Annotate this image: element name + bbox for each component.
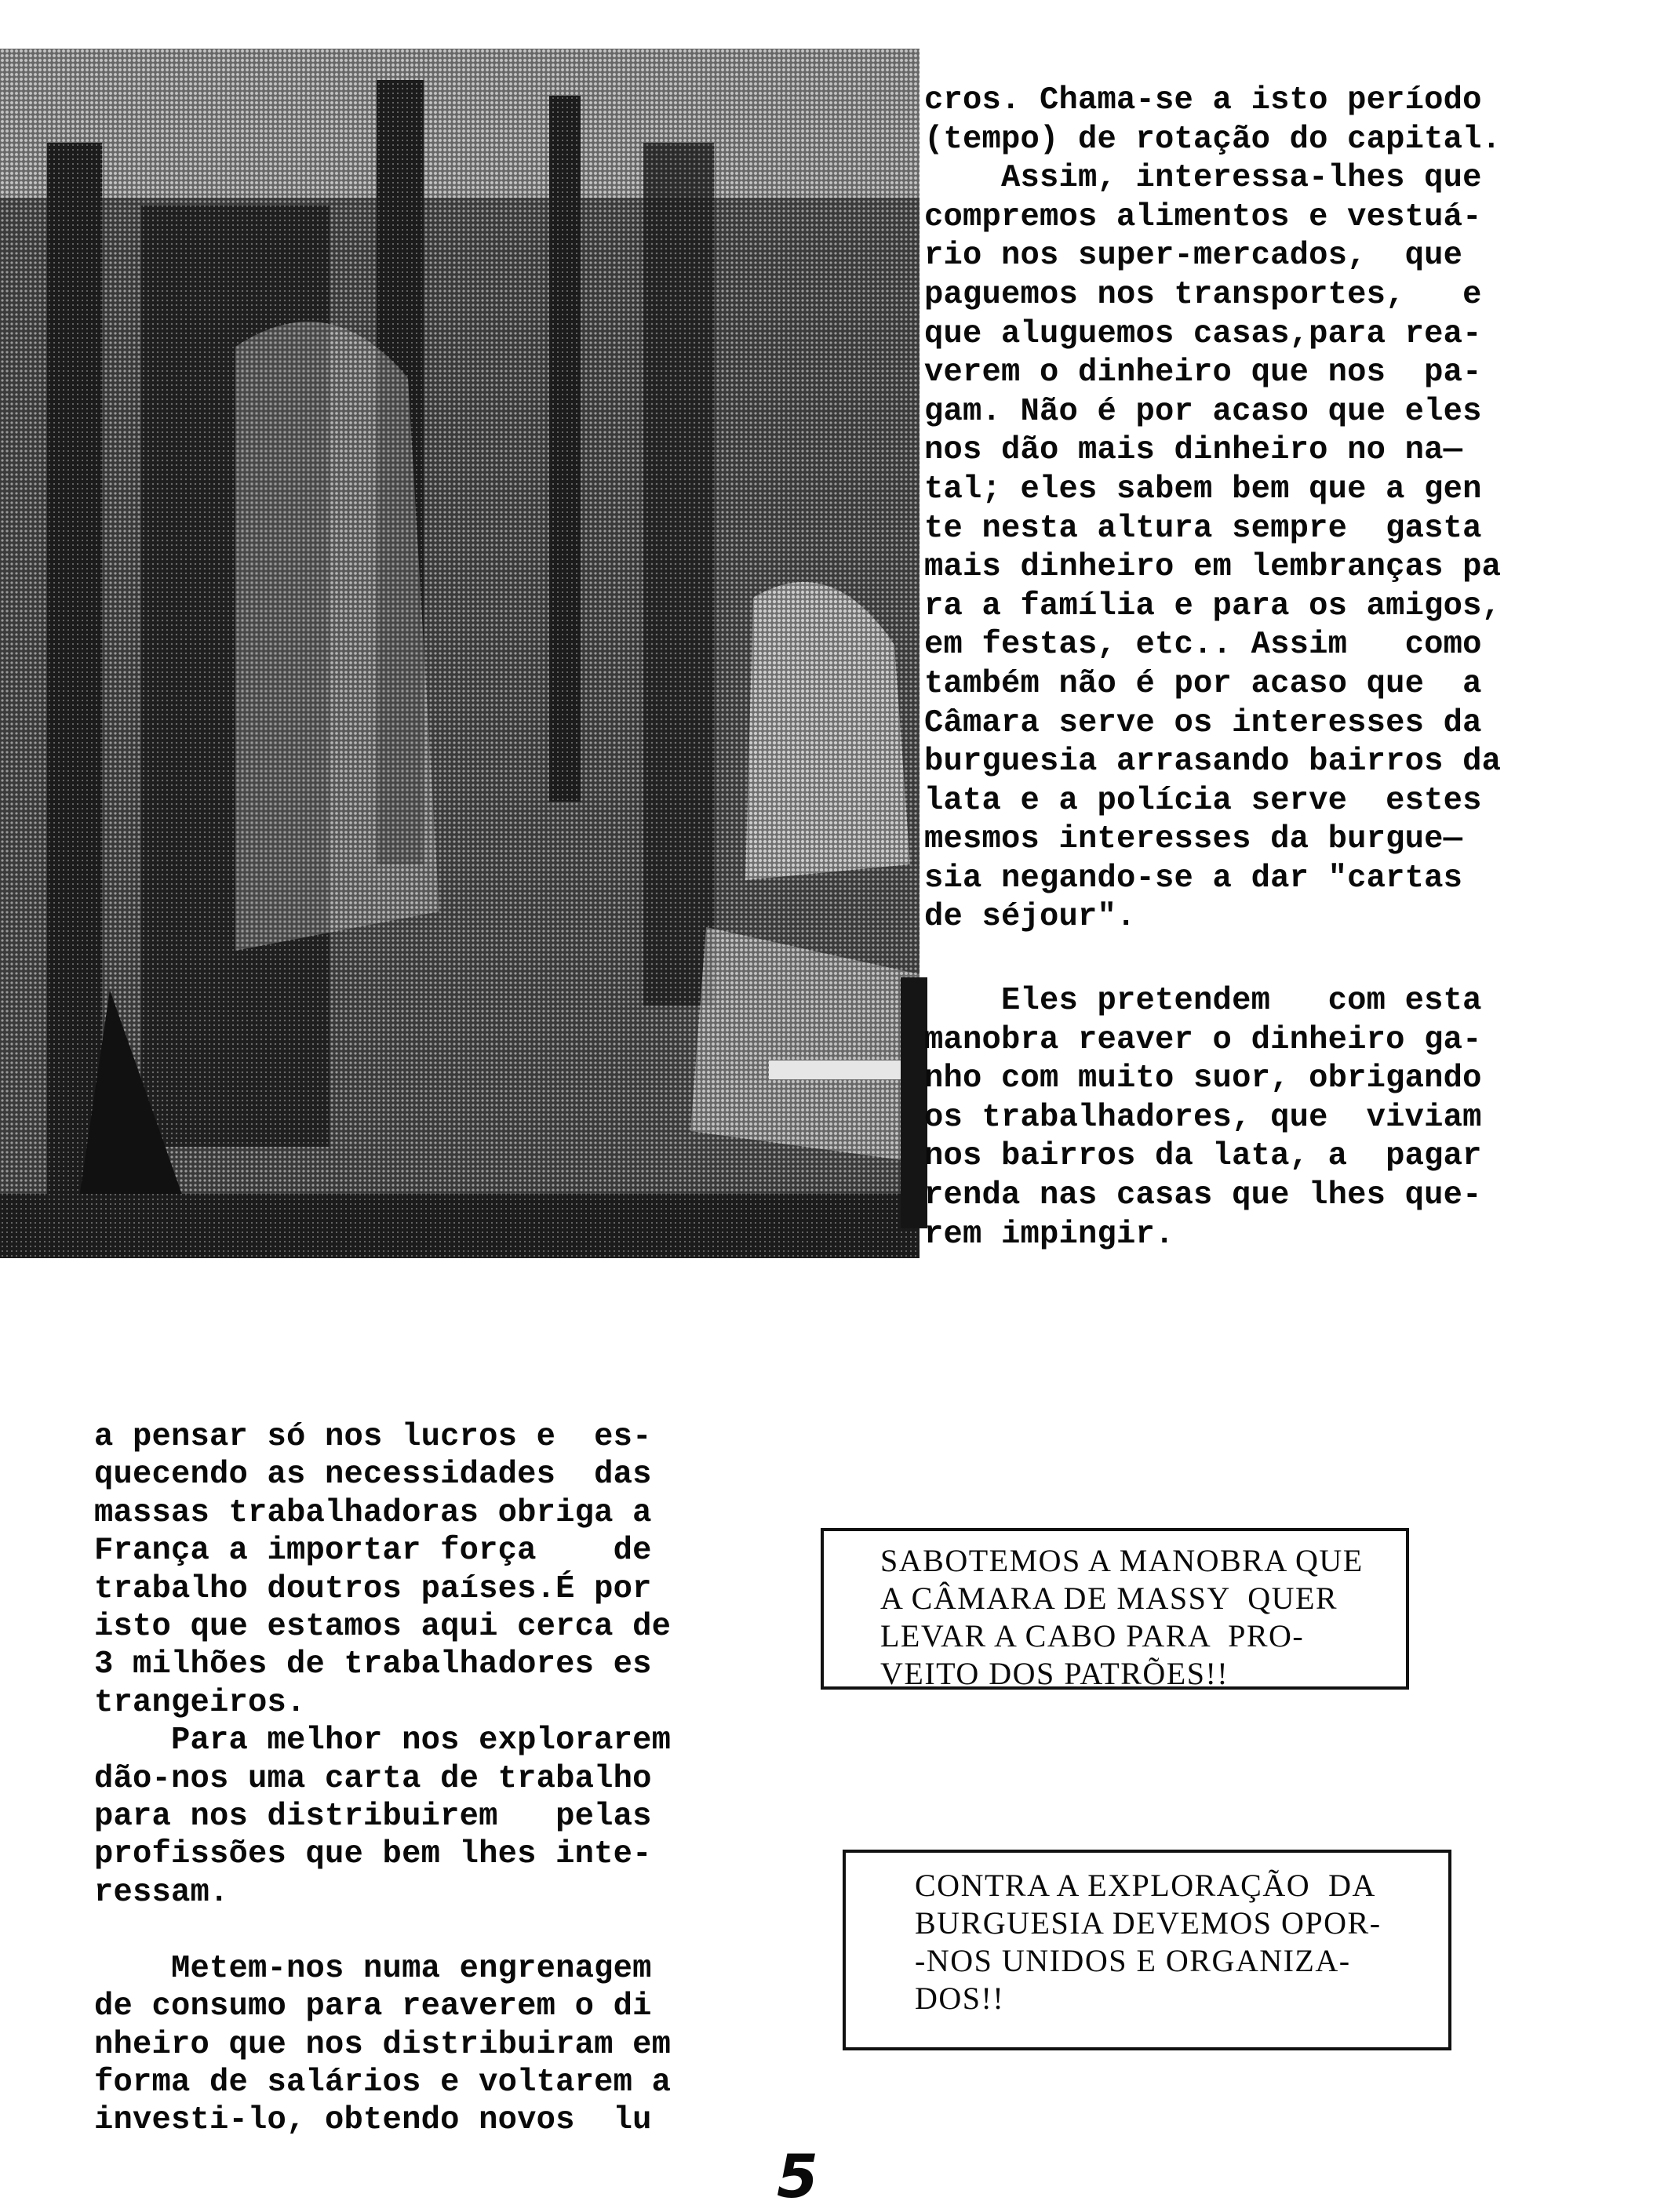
text-line: massas trabalhadoras obriga a	[94, 1494, 652, 1531]
text-line: tal; eles sabem bem que a gen	[924, 471, 1482, 508]
text-line: paguemos nos transportes, e	[924, 276, 1482, 313]
text-line: também não é por acaso que a	[924, 665, 1482, 702]
text-line: SABOTEMOS A MANOBRA QUE	[880, 1543, 1364, 1578]
text-line: CONTRA A EXPLORAÇÃO DA	[915, 1868, 1376, 1903]
text-line: dão-nos uma carta de trabalho	[94, 1760, 652, 1797]
text-line: nos dão mais dinheiro no na—	[924, 432, 1463, 469]
text-line: cros. Chama-se a isto período	[924, 82, 1482, 118]
left-column-text	[94, 1418, 671, 2140]
text-line: de consumo para reaverem o di	[94, 1988, 652, 2025]
text-line: nho com muito suor, obrigando	[924, 1061, 1482, 1097]
text-line: ressam.	[94, 1874, 229, 1911]
text-line: mais dinheiro em lembranças pa	[924, 549, 1502, 586]
text-line: de séjour".	[924, 899, 1136, 936]
text-line: rem impingir.	[924, 1216, 1174, 1253]
photo-halftone	[0, 49, 920, 1258]
text-line: BURGUESIA DEVEMOS OPOR-	[915, 1905, 1382, 1941]
text-line: nheiro que nos distribuiram em	[94, 2026, 672, 2063]
text-line: rio nos super-mercados, que	[924, 238, 1463, 275]
text-line: nos bairros da lata, a pagar	[924, 1138, 1482, 1175]
text-line: lata e a polícia serve estes	[924, 782, 1482, 819]
text-line: Metem-nos numa engrenagem	[94, 1950, 652, 1987]
text-line: França a importar força de	[94, 1533, 652, 1570]
text-line: DOS!!	[915, 1981, 1005, 2016]
text-line: manobra reaver o dinheiro ga-	[924, 1021, 1482, 1058]
text-line: 3 milhões de trabalhadores es	[94, 1646, 652, 1683]
photo-edge	[901, 977, 927, 1228]
right-column-text-continued	[924, 982, 1482, 1254]
text-line: profissões que bem lhes inte-	[94, 1836, 652, 1873]
text-line: Para melhor nos explorarem	[94, 1723, 672, 1759]
text-line: a pensar só nos lucros e es-	[94, 1419, 652, 1455]
text-line: A CÂMARA DE MASSY QUER	[880, 1581, 1338, 1616]
photo-halftone-icon	[0, 49, 920, 1258]
text-line: compremos alimentos e vestuá-	[924, 198, 1482, 235]
text-line: ra a família e para os amigos,	[924, 588, 1502, 624]
text-line: sia negando-se a dar "cartas	[924, 860, 1463, 897]
page-number: 5	[777, 2141, 818, 2211]
text-line: que aluguemos casas,para rea-	[924, 315, 1482, 352]
text-line: os trabalhadores, que viviam	[924, 1099, 1482, 1136]
text-line: -NOS UNIDOS E ORGANIZA-	[915, 1943, 1351, 1978]
text-line: em festas, etc.. Assim como	[924, 627, 1482, 664]
text-line: trabalho doutros países.É por	[94, 1570, 652, 1607]
text-line: quecendo as necessidades das	[94, 1457, 652, 1493]
text-line: Câmara serve os interesses da	[924, 704, 1482, 741]
text-line: te nesta altura sempre gasta	[924, 510, 1482, 547]
slogan-box-exploitation	[843, 1850, 1451, 2050]
text-line: mesmos interesses da burgue—	[924, 821, 1463, 858]
text-line: para nos distribuirem pelas	[94, 1799, 652, 1835]
text-line: renda nas casas que lhes que-	[924, 1177, 1482, 1213]
text-line: gam. Não é por acaso que eles	[924, 393, 1482, 430]
text-line: trangeiros.	[94, 1684, 306, 1721]
text-line	[94, 1912, 671, 1949]
right-column-text	[924, 82, 1501, 937]
text-line: (tempo) de rotação do capital.	[924, 121, 1502, 158]
text-line: investi-lo, obtendo novos lu	[94, 2102, 652, 2139]
text-line: LEVAR A CABO PARA PRO-	[880, 1618, 1305, 1654]
text-line: isto que estamos aqui cerca de	[94, 1609, 672, 1646]
text-line: Eles pretendem com esta	[924, 983, 1482, 1019]
text-line: Assim, interessa-lhes que	[924, 160, 1482, 197]
slogan-box-sabotage	[821, 1528, 1409, 1690]
text-line: verem o dinheiro que nos pa-	[924, 355, 1482, 391]
text-line: VEITO DOS PATRÕES!!	[880, 1656, 1229, 1691]
text-line: burguesia arrasando bairros da	[924, 744, 1502, 780]
text-line: forma de salários e voltarem a	[94, 2064, 672, 2101]
